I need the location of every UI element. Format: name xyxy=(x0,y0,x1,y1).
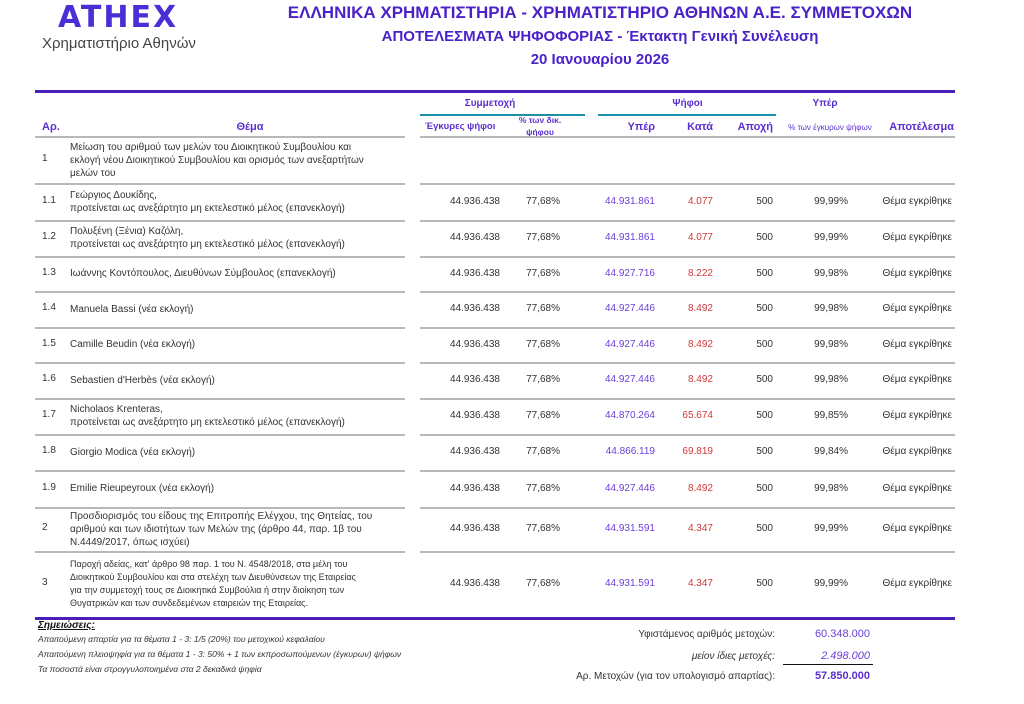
cell-for: 44.931.861 xyxy=(604,232,655,243)
cell-pct: 77,68% xyxy=(526,446,560,457)
row-divider xyxy=(420,291,955,293)
row-topic-line: Γεώργιος Δουκίδης, xyxy=(70,189,157,201)
row-divider xyxy=(35,398,405,400)
row-topic-line: Προσδιορισμός του είδους της Επιτροπής Ελέγχου, της Θητείας, του xyxy=(70,510,373,522)
row-topic xyxy=(70,558,405,610)
document-subtitle: ΑΠΟΤΕΛΕΣΜΑΤΑ ΨΗΦΟΦΟΡΙΑΣ - Έκτακτη Γενική Συνέλευση xyxy=(381,28,819,45)
cell-against: 4.347 xyxy=(687,578,713,589)
row-number: 1.9 xyxy=(42,481,56,493)
cell-abstain: 500 xyxy=(756,267,773,279)
row-topic-line: προτείνεται ως ανεξάρτητο μη εκτελεστικό μέλος (επανεκλογή) xyxy=(70,239,345,250)
cell-against: 8.492 xyxy=(687,374,713,385)
row-topic-line: προτείνεται ως ανεξάρτητο μη εκτελεστικό μέλος (επανεκλογή) xyxy=(70,417,345,428)
logo-subtitle: Χρηματιστήριο Αθηνών xyxy=(42,35,196,52)
row-topic-line: εκλογή νέου Διοικητικού Συμβουλίου και ορισμός των ανεξαρτήτων xyxy=(70,154,364,166)
cell-pct: 77,68% xyxy=(526,578,560,589)
cell-pct: 77,68% xyxy=(526,195,560,207)
cell-valid: 44.936.438 xyxy=(449,446,500,457)
cell-abstain: 500 xyxy=(756,303,773,314)
row-divider xyxy=(35,551,405,553)
row-divider xyxy=(420,507,955,509)
cell-against: 8.492 xyxy=(687,303,713,314)
row-topic xyxy=(70,482,405,495)
row-topic xyxy=(70,267,405,280)
row-topic-line: Ν.4449/2017, όπως ισχύει) xyxy=(70,536,190,548)
cell-for: 44.870.264 xyxy=(604,410,655,421)
row-divider xyxy=(35,470,405,472)
quorum-shares-value: 57.850.000 xyxy=(814,670,870,682)
notes-heading: Σημειώσεις: xyxy=(38,620,95,631)
treasury-shares-value: 2.498.000 xyxy=(821,650,870,662)
cell-against: 8.222 xyxy=(687,267,713,279)
cell-result: Θέμα εγκρίθηκε xyxy=(882,374,952,385)
row-number: 3 xyxy=(42,577,48,588)
row-topic xyxy=(70,510,405,549)
row-topic-line: Παροχή αδείας, κατ' άρθρο 98 παρ. 1 του Ν. 4548/2018, στα μέλη του xyxy=(70,559,348,569)
note-majority: Απαιτούμενη πλειοψηφία για τα θέματα 1 - 3: 50% + 1 των εκπροσωπούμενων (έγκυρων) ψήφων xyxy=(38,649,402,659)
cell-valid: 44.936.438 xyxy=(449,232,500,243)
row-divider xyxy=(420,327,955,329)
cell-pct-for: 99,98% xyxy=(814,267,848,279)
subtraction-rule xyxy=(783,664,873,665)
row-divider xyxy=(420,398,955,400)
cell-result: Θέμα εγκρίθηκε xyxy=(882,232,952,243)
row-topic-line: αριθμού και των ιδιοτήτων των Μελών της (άρθρο 44, παρ. 1β του xyxy=(70,523,362,535)
col-pct-share-line2: ψήφου xyxy=(526,127,554,137)
document-title: ΕΛΛΗΝΙΚΑ ΧΡΗΜΑΤΙΣΤΗΡΙΑ - ΧΡΗΜΑΤΙΣΤΗΡΙΟ ΑΘΗΝΩΝ Α.Ε. ΣΥΜΜΕΤΟΧΩΝ xyxy=(287,3,913,22)
col-pct-share-line1: % των δικ. xyxy=(518,115,562,125)
cell-abstain: 500 xyxy=(756,410,773,421)
row-number: 1.5 xyxy=(42,337,56,349)
cell-against: 8.492 xyxy=(687,338,713,350)
athex-logo: ATHEX xyxy=(58,0,179,35)
quorum-shares-label: Αρ. Μετοχών (για τον υπολογισμό απαρτίας): xyxy=(576,671,775,682)
group-participation: Συμμετοχή xyxy=(464,98,516,109)
cell-for: 44.927.716 xyxy=(604,267,655,279)
cell-abstain: 500 xyxy=(756,578,773,589)
cell-valid: 44.936.438 xyxy=(449,410,500,421)
row-divider xyxy=(420,183,955,185)
row-topic-line: Giorgio Modica (νέα εκλογή) xyxy=(70,446,196,458)
cell-for: 44.927.446 xyxy=(604,482,655,494)
row-topic xyxy=(70,403,405,429)
col-against: Κατά xyxy=(687,121,713,133)
row-number: 1.2 xyxy=(42,231,56,242)
cell-valid: 44.936.438 xyxy=(449,267,500,279)
cell-pct: 77,68% xyxy=(526,374,560,385)
row-topic-line: Emilie Rieupeyroux (νέα εκλογή) xyxy=(70,483,215,494)
col-result: Αποτέλεσμα xyxy=(889,121,954,133)
row-number: 1.1 xyxy=(42,194,56,206)
cell-pct: 77,68% xyxy=(526,232,560,243)
cell-result: Θέμα εγκρίθηκε xyxy=(882,303,952,314)
cell-pct-for: 99,98% xyxy=(814,374,848,385)
row-topic-line: Μείωση του αριθμού των μελών του Διοικητικού Συμβουλίου και xyxy=(70,141,352,153)
row-number: 1.3 xyxy=(42,266,56,278)
header-rule-right xyxy=(420,136,955,138)
row-divider xyxy=(420,256,955,258)
cell-against: 4.347 xyxy=(687,523,713,534)
row-divider xyxy=(35,327,405,329)
cell-pct: 77,68% xyxy=(526,338,560,350)
group-for: Υπέρ xyxy=(812,98,838,109)
outstanding-shares-label: Υφιστάμενος αριθμός μετοχών: xyxy=(638,629,775,640)
cell-pct: 77,68% xyxy=(526,267,560,279)
cell-pct-for: 99,98% xyxy=(814,303,848,314)
votes-rule xyxy=(598,114,776,116)
cell-pct: 77,68% xyxy=(526,523,560,534)
col-valid-votes: Έγκυρες ψήφοι xyxy=(425,121,496,132)
cell-for: 44.931.591 xyxy=(604,523,655,534)
treasury-shares-label: μείον ίδιες μετοχές: xyxy=(691,651,775,662)
row-number: 1.7 xyxy=(42,409,56,420)
row-number: 1 xyxy=(42,153,48,164)
cell-against: 8.492 xyxy=(687,482,713,494)
cell-for: 44.927.446 xyxy=(604,303,655,314)
row-divider xyxy=(35,291,405,293)
cell-abstain: 500 xyxy=(756,338,773,350)
row-divider xyxy=(420,434,955,436)
cell-for: 44.931.591 xyxy=(604,578,655,589)
row-topic xyxy=(70,189,405,215)
cell-against: 65.674 xyxy=(682,410,713,421)
cell-against: 4.077 xyxy=(687,195,713,207)
row-number: 1.8 xyxy=(42,445,56,456)
row-number: 1.4 xyxy=(42,302,56,313)
note-quorum: Απαιτούμενη απαρτία για τα θέματα 1 - 3: 1/5 (20%) του μετοχικού κεφαλαίου xyxy=(38,634,325,644)
row-divider xyxy=(420,362,955,364)
cell-result: Θέμα εγκρίθηκε xyxy=(882,195,952,207)
row-topic-line: Πολυξένη (Ξένια) Καζόλη, xyxy=(70,226,184,237)
row-divider xyxy=(420,470,955,472)
row-topic xyxy=(70,225,405,251)
row-divider xyxy=(35,220,405,222)
cell-pct-for: 99,85% xyxy=(814,410,848,421)
row-topic xyxy=(70,338,405,351)
row-topic-line: Camille Beudin (νέα εκλογή) xyxy=(70,339,196,350)
cell-for: 44.927.446 xyxy=(604,374,655,385)
cell-valid: 44.936.438 xyxy=(449,195,500,207)
cell-valid: 44.936.438 xyxy=(449,338,500,350)
header-rule-left xyxy=(35,136,405,138)
cell-pct: 77,68% xyxy=(526,303,560,314)
cell-pct-for: 99,99% xyxy=(814,523,848,534)
outstanding-shares-value: 60.348.000 xyxy=(814,628,870,640)
cell-result: Θέμα εγκρίθηκε xyxy=(882,338,952,350)
row-topic-line: Sebastien d'Herbès (νέα εκλογή) xyxy=(70,374,215,386)
row-topic xyxy=(70,374,405,387)
bottom-rule xyxy=(35,617,955,620)
row-topic-line: προτείνεται ως ανεξάρτητο μη εκτελεστικό μέλος (επανεκλογή) xyxy=(70,202,345,214)
col-pct-valid: % των έγκυρων ψήφων xyxy=(788,123,872,132)
cell-abstain: 500 xyxy=(756,523,773,534)
row-topic-line: Διοικητικού Συμβουλίου και στα στελέχη των Διευθύνσεων της Εταιρείας xyxy=(70,572,356,582)
col-pct-share xyxy=(510,114,570,138)
cell-abstain: 500 xyxy=(756,195,773,207)
cell-valid: 44.936.438 xyxy=(449,578,500,589)
cell-pct-for: 99,99% xyxy=(814,578,848,589)
cell-valid: 44.936.438 xyxy=(449,523,500,534)
row-topic-line: μελών του xyxy=(70,167,116,179)
cell-valid: 44.936.438 xyxy=(449,303,500,314)
cell-result: Θέμα εγκρίθηκε xyxy=(882,523,952,534)
cell-for: 44.866.119 xyxy=(605,446,655,457)
cell-pct-for: 99,99% xyxy=(814,195,848,207)
cell-result: Θέμα εγκρίθηκε xyxy=(882,446,952,457)
row-topic xyxy=(70,446,405,459)
cell-pct: 77,68% xyxy=(526,410,560,421)
cell-abstain: 500 xyxy=(756,374,773,385)
col-for: Υπέρ xyxy=(627,121,655,133)
cell-valid: 44.936.438 xyxy=(449,374,500,385)
row-topic xyxy=(70,303,405,316)
row-divider xyxy=(35,362,405,364)
col-abstain: Αποχή xyxy=(737,121,773,133)
cell-pct-for: 99,84% xyxy=(814,446,848,457)
cell-abstain: 500 xyxy=(756,482,773,494)
cell-result: Θέμα εγκρίθηκε xyxy=(882,482,952,494)
cell-valid: 44.936.438 xyxy=(449,482,500,494)
row-topic-line: Ιωάννης Κοντόπουλος, Διευθύνων Σύμβουλος (επανεκλογή) xyxy=(70,268,336,279)
cell-pct-for: 99,99% xyxy=(814,232,848,243)
meeting-date: 20 Ιανουαρίου 2026 xyxy=(530,51,670,68)
cell-against: 4.077 xyxy=(687,232,713,243)
row-divider xyxy=(420,220,955,222)
row-divider xyxy=(35,256,405,258)
cell-pct-for: 99,98% xyxy=(814,338,848,350)
cell-for: 44.931.861 xyxy=(604,195,655,207)
cell-pct-for: 99,98% xyxy=(814,482,848,494)
col-no: Αρ. xyxy=(42,121,60,133)
row-divider xyxy=(420,551,955,553)
row-topic xyxy=(70,141,405,180)
group-votes: Ψήφοι xyxy=(672,98,703,109)
cell-abstain: 500 xyxy=(756,232,773,243)
row-divider xyxy=(35,434,405,436)
col-topic: Θέμα xyxy=(236,121,264,133)
cell-abstain: 500 xyxy=(756,446,773,457)
cell-against: 69.819 xyxy=(682,446,713,457)
cell-result: Θέμα εγκρίθηκε xyxy=(882,578,952,589)
top-rule xyxy=(35,90,955,93)
cell-result: Θέμα εγκρίθηκε xyxy=(882,410,952,421)
row-divider xyxy=(35,183,405,185)
cell-pct: 77,68% xyxy=(526,482,560,494)
row-number: 2 xyxy=(42,522,48,533)
row-topic-line: Manuela Bassi (νέα εκλογή) xyxy=(70,303,194,315)
row-topic-line: Nicholaos Krenteras, xyxy=(70,404,163,415)
cell-for: 44.927.446 xyxy=(604,338,655,350)
row-topic-line: για την συμμετοχή τους σε Διοικητικά Συμβούλια ή στην διοίκηση των xyxy=(70,585,345,595)
row-topic-line: Θυγατρικών και των συνδεδεμένων εταιρειών της Εταιρείας. xyxy=(70,598,309,608)
cell-result: Θέμα εγκρίθηκε xyxy=(882,267,952,279)
note-rounding: Τα ποσοστά είναι στρογγυλοποιημένα στα 2 δεκαδικά ψηφία xyxy=(38,664,262,674)
row-number: 1.6 xyxy=(42,373,56,384)
